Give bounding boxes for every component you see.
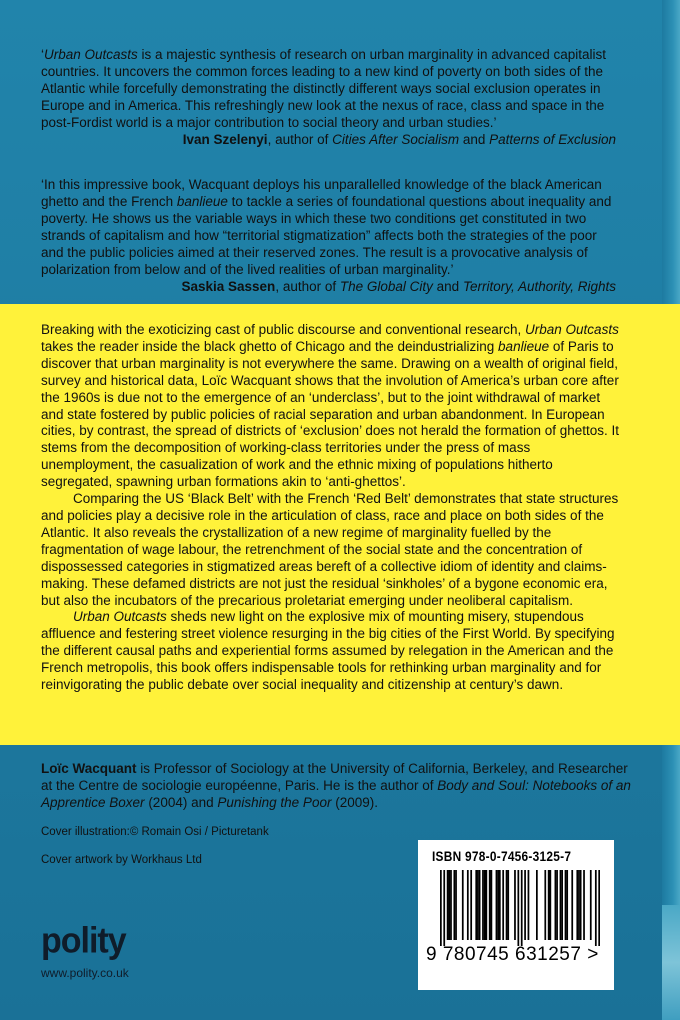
barcode-bars: [440, 870, 600, 946]
cover-edge-highlight: [662, 905, 680, 1020]
barcode-bar: [571, 870, 573, 940]
praise-attribution: [41, 131, 616, 148]
barcode-bar: [514, 870, 516, 940]
author-bio-text: is Professor of Sociology at the University of California, Berkeley, and Researcher at the Centre de sociologie européenne, Paris. He is the author of Body and Soul: Notebooks of an Apprentice Boxer (2004) and Punishing the Poor (2009).: [41, 761, 631, 810]
barcode-digits: 9 780745 631257 >: [426, 944, 599, 965]
barcode-bar: [455, 870, 457, 940]
barcode-bar: [507, 870, 509, 940]
barcode-bar: [443, 870, 445, 946]
barcode-bar: [521, 870, 523, 946]
author-name: Loïc Wacquant: [41, 761, 137, 776]
barcode-bar: [536, 870, 538, 940]
barcode-bar: [560, 870, 562, 940]
barcode-bar: [475, 870, 477, 940]
description-paragraph-1: Breaking with the exoticizing cast of public discourse and conventional research, Urban Outcasts takes the reader inside the black ghetto of Chicago and the deindustrializing banlieue of Paris to discover that urban marginality is not everywhere the same. Drawing on a wealth of original field, survey and historical data, Loïc Wacquant shows that the involution of America’s urban core after the 1960s is due not to the emergence of an ‘underclass’, but to the joint withdrawal of market and state fostered by public policies of racial separation and urban abandonment. In European cities, by contrast, the spread of districts of ‘exclusion’ does not herald the formation of ghettos. It stems from the decomposition of working-class territories under the press of mass unemployment, the casualization of work and the ethnic mixing of populations hitherto segregated, spawning urban formations akin to ‘anti-ghettos’.: [41, 322, 620, 490]
cover-illustration-credit: Cover illustration:© Romain Osi / Picturetank: [41, 826, 269, 838]
barcode-bar: [502, 870, 504, 940]
cover-artwork-credit: Cover artwork by Workhaus Ltd: [41, 854, 202, 866]
barcode-bar: [440, 870, 442, 946]
author-bio: [41, 760, 631, 811]
barcode-bar: [489, 870, 491, 940]
description-paragraph-2: Comparing the US ‘Black Belt’ with the French ‘Red Belt’ demonstrates that state structures and policies play a decisive role in the articulation of class, race and place on both sides of the Atlantic. It also reveals the crystallization of a new regime of marginality fuelled by the fragmentation of wage labour, the retrenchment of the social state and the concentration of dispossessed categories in stigmatized areas bereft of a collective idiom of identity and claims-making. These defamed districts are not just the residual ‘sinkholes’ of a bygone economic era, but also the incubators of the precarious proletariat emerging under neoliberal capitalism.: [41, 491, 619, 608]
barcode-bar: [598, 870, 600, 946]
barcode-bar: [548, 870, 550, 940]
barcode-bar: [491, 870, 493, 940]
praise-author-books: , author of The Global City and Territory, Authority, Rights: [275, 279, 616, 294]
barcode-bar: [561, 870, 563, 940]
praise-author: Saskia Sassen: [181, 279, 276, 294]
praise-quote-2: [41, 176, 616, 295]
praise-author: Ivan Szelenyi: [182, 132, 268, 147]
praise-quote-text: ‘Urban Outcasts is a majestic synthesis of research on urban marginality in advanced capitalist countries. It uncovers the common forces leading to a new kind of poverty on both sides of the Atlantic while forcefully demonstrating the distinctly different ways social exclusion operates in Europe and in America. This refreshingly new look at the nexus of race, class and space in the post-Fordist world is a major contribution to social theory and urban studies.’: [41, 47, 607, 130]
barcode-bar: [496, 870, 498, 940]
praise-quote-text: ‘In this impressive book, Wacquant deploys his unparallelled knowledge of the black American ghetto and the French banlieue to tackle a series of foundational questions about inequality and poverty. He shows us the variable ways in which these two conditions get constituted in two strands of capitalism and how “territorial stigmatization” affects both the strategies of the poor and the public policies aimed at their reserved zones. The result is a provocative analysis of polarization from below and of the lived realities of urban marginality.’: [41, 177, 612, 277]
barcode-bar: [467, 870, 469, 940]
barcode-bar: [497, 870, 499, 940]
barcode-bar: [470, 870, 472, 940]
barcode-bar: [499, 870, 501, 940]
barcode-bar: [453, 870, 455, 940]
barcode-bar: [484, 870, 486, 940]
barcode-bar: [556, 870, 558, 940]
barcode-bar: [580, 870, 582, 940]
barcode-bar: [549, 870, 551, 940]
barcode-bar: [462, 870, 464, 940]
description-paragraph-3: Urban Outcasts sheds new light on the explosive mix of mounting misery, stupendous affluence and festering street violence resurging in the big cities of the First World. By specifying the different causal paths and experiential forms assumed by relegation in the American and the French metropolis, this book offers indispensable tools for rethinking urban marginality and for reinvigorating the public debate over social inequality and citizenship at century’s dawn.: [41, 609, 615, 693]
barcode-bar: [517, 870, 519, 946]
isbn-label: ISBN 978-0-7456-3125-7: [432, 848, 572, 864]
barcode-bar: [576, 870, 578, 940]
barcode-bar: [477, 870, 479, 940]
barcode-bar: [482, 870, 484, 940]
publisher-logo: polity: [41, 921, 126, 961]
praise-quote-1: [41, 46, 616, 148]
barcode-bar: [450, 870, 452, 940]
barcode-bar: [566, 870, 568, 940]
book-description: [41, 322, 626, 694]
barcode-bar: [578, 870, 580, 940]
barcode-bar: [528, 870, 530, 940]
barcode-bar: [524, 870, 526, 940]
barcode-bar: [479, 870, 481, 940]
praise-attribution: [41, 278, 616, 295]
barcode-bar: [565, 870, 567, 940]
barcode-bar: [590, 870, 592, 940]
barcode-bar: [506, 870, 508, 940]
barcode-bar: [448, 870, 450, 940]
barcode-bar: [485, 870, 487, 940]
barcode-bar: [595, 870, 597, 946]
barcode-bar: [544, 870, 546, 940]
isbn-barcode: [418, 840, 614, 990]
barcode-bar: [447, 870, 449, 940]
praise-author-books: , author of Cities After Socialism and Patterns of Exclusion: [267, 132, 616, 147]
barcode-bar: [555, 870, 557, 940]
publisher-url: www.polity.co.uk: [41, 966, 129, 980]
barcode-bar: [583, 870, 585, 940]
